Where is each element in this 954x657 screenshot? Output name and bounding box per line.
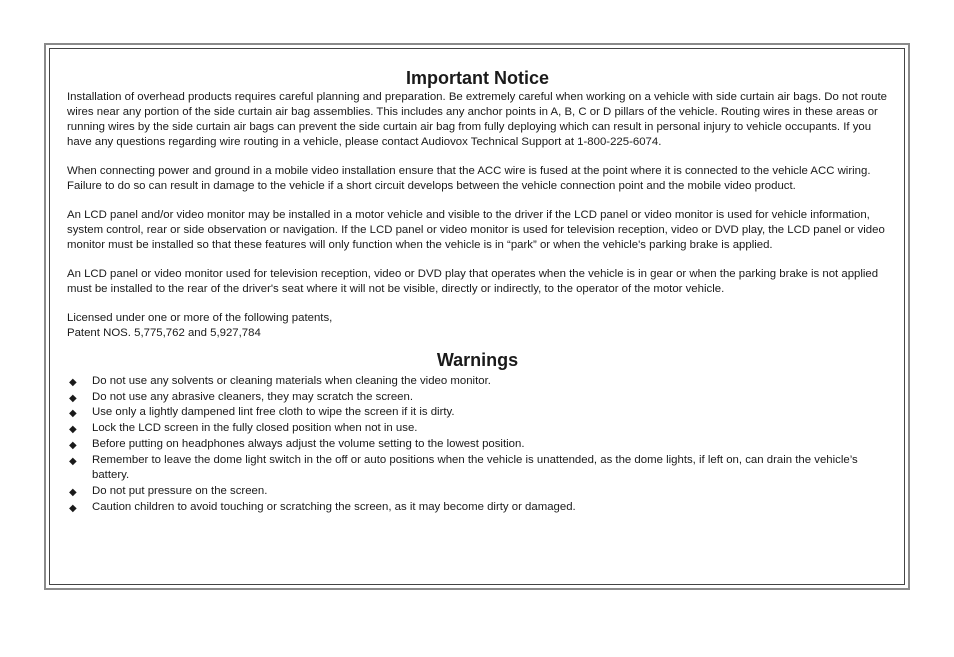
warning-text: Use only a lightly dampened lint free cloth to wipe the screen if it is dirty. <box>92 406 455 419</box>
notice-paragraph-lcd-rear: An LCD panel or video monitor used for television reception, video or DVD play that operates when the vehicle is in gear or when the parking brake is not applied must be installed to the rear of the driver's seat where it will not be visible, directly or indirectly, to the operator of the motor vehicle. <box>67 268 879 295</box>
patent-line-2: Patent NOS. 5,775,762 and 5,927,784 <box>67 327 261 339</box>
warning-item <box>67 500 888 516</box>
warning-item <box>67 374 888 390</box>
warning-text: Do not use any solvents or cleaning materials when cleaning the video monitor. <box>92 375 491 387</box>
diamond-bullet-icon: ◆ <box>69 455 77 467</box>
warning-item <box>67 484 888 500</box>
warning-item <box>67 405 888 421</box>
diamond-bullet-icon: ◆ <box>69 392 77 404</box>
warning-text: Do not use any abrasive cleaners, they may scratch the screen. <box>92 390 413 403</box>
notice-frame <box>44 43 910 590</box>
warning-item <box>67 453 888 484</box>
notice-paragraph-acc-wire: When connecting power and ground in a mobile video installation ensure that the ACC wire is fused at the point where it is connected to the vehicle ACC wiring. Failure to do so can result in damage to the vehicle if a short circuit develops between the vehicle connection point and the mobile video product. <box>67 165 871 192</box>
warnings-title: Warnings <box>436 350 519 370</box>
diamond-bullet-icon: ◆ <box>69 408 77 420</box>
diamond-bullet-icon: ◆ <box>69 439 77 451</box>
notice-content <box>49 48 905 585</box>
warning-text: Caution children to avoid touching or scratching the screen, as it may become dirty or damaged. <box>92 500 576 513</box>
notice-paragraph-lcd-visibility: An LCD panel and/or video monitor may be installed in a motor vehicle and visible to the driver if the LCD panel or video monitor is used for vehicle information, system control, rear or side observation or navigation. If the LCD panel or video monitor is used for television reception, video or DVD play, the LCD panel or video monitor must be installed so that these features will only function when the vehicle is in “park” or when the vehicle's parking brake is applied. <box>67 209 885 251</box>
patent-block <box>67 311 888 341</box>
diamond-bullet-icon: ◆ <box>69 377 77 388</box>
diamond-bullet-icon: ◆ <box>69 502 77 514</box>
notice-paragraph-airbags: Installation of overhead products requires careful planning and preparation. Be extremely careful when working on a vehicle with side curtain air bags. Do not route wires near any portion of the side curtain air bag assemblies. This includes any anchor points in A, B, C or D pillars of the vehicle. Routing wires in these areas or running wires by the side curtain air bags can prevent the side curtain air bag from fully deploying which can result in personal injury to vehicle occupants. If you have any questions regarding wire routing in a vehicle, please contact Audiovox Technical Support at 1-800-225-6074. <box>67 91 887 148</box>
patent-line-1: Licensed under one or more of the following patents, <box>67 312 333 324</box>
diamond-bullet-icon: ◆ <box>69 424 77 436</box>
warning-item <box>67 437 888 453</box>
warning-text: Remember to leave the dome light switch in the off or auto positions when the vehicle is unattended, as the dome lights, if left on, can drain the vehicle’s battery. <box>92 453 858 482</box>
warning-text: Do not put pressure on the screen. <box>92 484 268 497</box>
warning-item <box>67 390 888 406</box>
warning-text: Lock the LCD screen in the fully closed position when not in use. <box>92 422 418 435</box>
diamond-bullet-icon: ◆ <box>69 486 77 498</box>
important-notice-title: Important Notice <box>405 68 549 88</box>
warning-item <box>67 421 888 437</box>
warnings-list <box>67 374 888 515</box>
warning-text: Before putting on headphones always adjust the volume setting to the lowest position. <box>92 437 525 450</box>
